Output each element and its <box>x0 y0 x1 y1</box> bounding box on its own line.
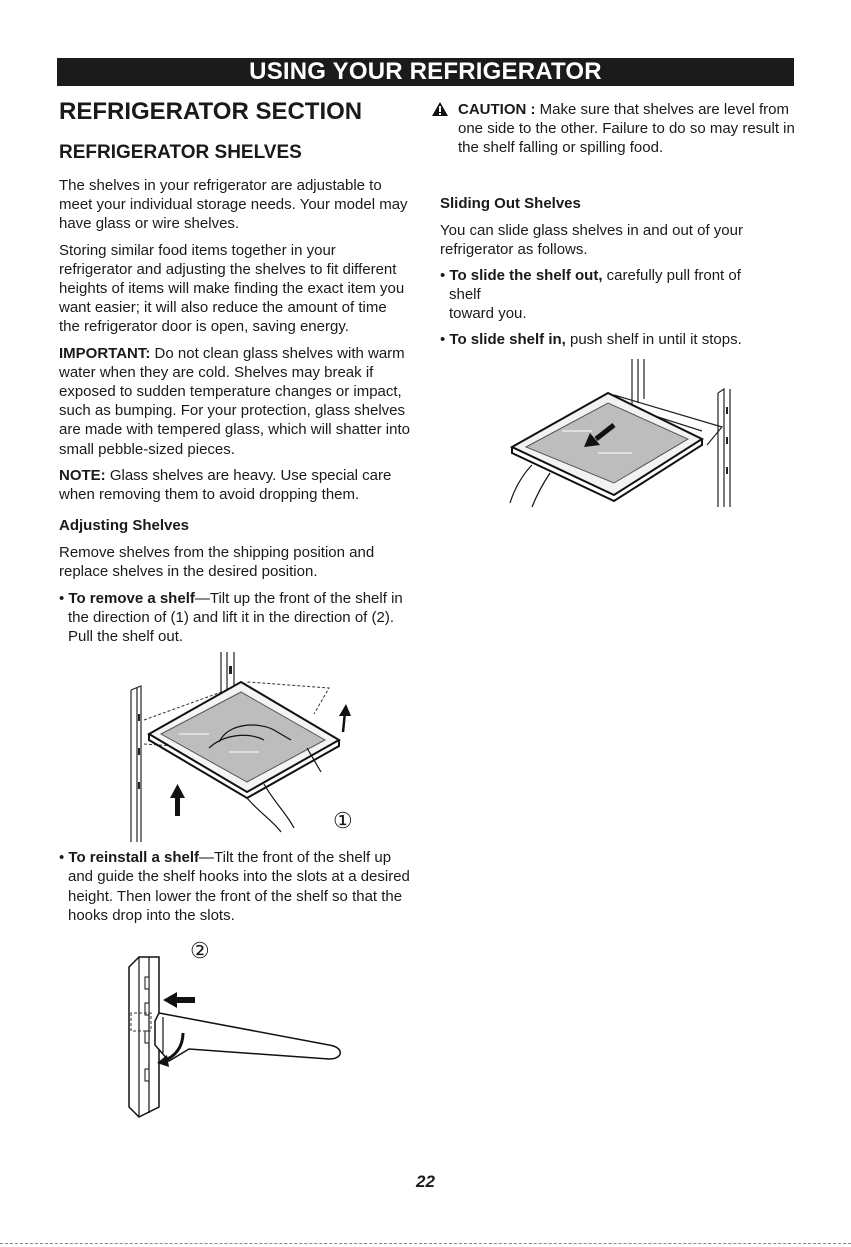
left-column <box>59 96 411 1137</box>
sliding-paragraph: You can slide glass shelves in and out of your refrigerator as follows. <box>440 221 743 258</box>
remove-shelf-illustration <box>59 652 411 842</box>
note-text: Glass shelves are heavy. Use special care when removing them to avoid dropping them. <box>59 466 392 504</box>
reinstall-shelf-label: To reinstall a shelf <box>68 849 200 867</box>
slide-shelf-illustration <box>502 355 822 515</box>
reinstall-shelf-illustration <box>59 937 411 1137</box>
reinstall-shelf-bullet: • To reinstall a shelf—Tilt the front of the shelf up and guide the shelf hooks into the slots at a desired height. Then lower the front of the shelf so that the hooks drop into the slots. <box>59 849 410 924</box>
warning-icon <box>432 102 448 116</box>
remove-shelf-label: To remove a shelf <box>68 589 195 607</box>
section-title: REFRIGERATOR SECTION <box>59 98 363 125</box>
slide-out-text-3: toward you. <box>449 305 527 323</box>
reinstall-shelf-text: —Tilt the front of the shelf up and guide the shelf hooks into the slots at a desired height. Then lower the front of the shelf so that the hooks drop into the slots. <box>68 849 410 924</box>
important-text: Do not clean glass shelves with warm water when they are cold. Shelves may break if exposed to sudden temperature changes or impact, such as bumping. For your protection, glass shelves are made with tempered glass, which will shatter into small pebble-sized pieces. <box>59 344 410 458</box>
right-column <box>432 100 802 515</box>
slide-in-bullet: • To slide shelf in, push shelf in until it stops. <box>440 330 742 348</box>
slide-out-bullet: • To slide the shelf out, carefully pull front of shelf toward you. <box>440 267 741 323</box>
caution-text: Make sure that shelves are level from one side to the other. Failure to do so may result in the shelf falling or spilling food. <box>458 101 795 157</box>
page-number: 22 <box>416 1172 435 1191</box>
slide-in-text: push shelf in until it stops. <box>565 330 742 348</box>
caution-label: CAUTION : <box>458 101 536 118</box>
remove-shelf-text: —Tilt up the front of the shelf in the direction of (1) and lift it in the direction of (2). Pull the shelf out. <box>68 589 403 646</box>
adjusting-paragraph: Remove shelves from the shipping position and replace shelves in the desired position. <box>59 544 375 581</box>
callout-2-label: ② <box>190 938 210 963</box>
slide-out-label: To slide the shelf out, <box>449 267 603 285</box>
caution-notice <box>432 100 802 158</box>
storage-paragraph: Storing similar food items together in your refrigerator and adjusting the shelves to fit different heights of items will make finding the exact item you want easier; it will also reduce the amount of time the refrigerator door is open, saving energy. <box>59 241 405 336</box>
intro-paragraph: The shelves in your refrigerator are adjustable to meet your individual storage needs. Your model may have glass or wire shelves. <box>59 177 408 233</box>
slide-in-label: To slide shelf in, <box>449 330 566 348</box>
sliding-heading: Sliding Out Shelves <box>440 194 581 212</box>
note-label: NOTE: <box>59 466 106 484</box>
adjusting-heading: Adjusting Shelves <box>59 517 190 535</box>
remove-shelf-bullet: • To remove a shelf—Tilt up the front of the shelf in the direction of (1) and lift it in the direction of (2). Pull the shelf out. <box>59 589 403 646</box>
note-paragraph <box>59 466 411 504</box>
important-paragraph <box>59 344 411 459</box>
important-label: IMPORTANT: <box>59 344 151 362</box>
slide-out-text-2: shelf <box>449 286 481 304</box>
page-banner: USING YOUR REFRIGERATOR <box>57 58 794 86</box>
subsection-title: REFRIGERATOR SHELVES <box>59 142 302 163</box>
callout-1-label: ① <box>333 808 353 833</box>
slide-out-text: carefully pull front of <box>602 267 741 285</box>
bottom-divider <box>0 1243 851 1244</box>
